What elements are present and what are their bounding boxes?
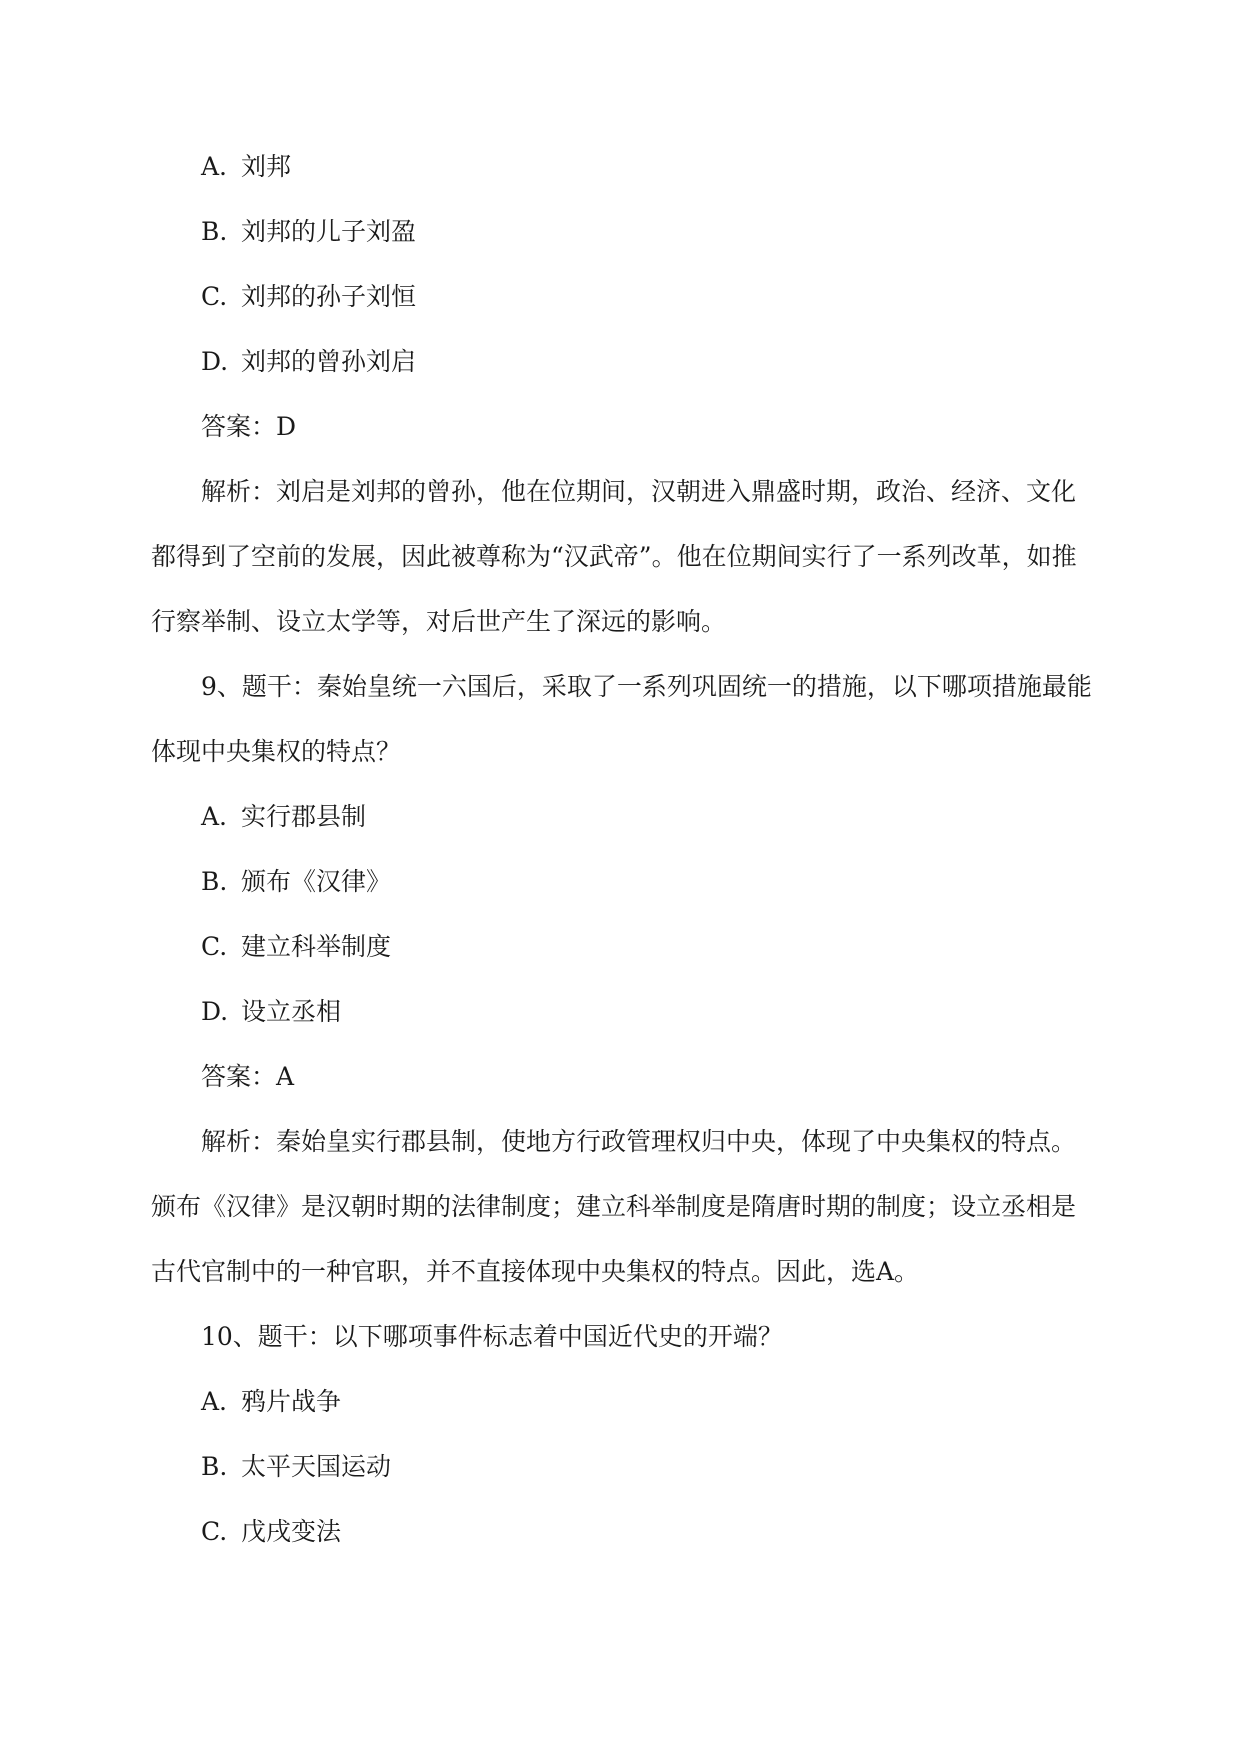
option-text: 刘邦的曾孙刘启 bbox=[241, 347, 417, 376]
option-text: 鸦片战争 bbox=[241, 1387, 342, 1416]
q10-stem: 10、题干：以下哪项事件标志着中国近代史的开端？ bbox=[201, 1322, 783, 1351]
option-letter: C. bbox=[201, 932, 228, 961]
q8-option-a bbox=[151, 134, 1096, 199]
q10-option-b bbox=[151, 1434, 1096, 1499]
q10-option-a bbox=[151, 1369, 1096, 1434]
q9-stem: 9、题干：秦始皇统一六国后，采取了一系列巩固统一的措施，以下哪项措施最能体现中央集权的特点？ bbox=[151, 672, 1092, 766]
q9-answer: 答案：A bbox=[201, 1062, 295, 1091]
option-text: 刘邦的儿子刘盈 bbox=[241, 217, 417, 246]
q8-option-c bbox=[151, 264, 1096, 329]
option-letter: B. bbox=[201, 1452, 228, 1481]
option-text: 刘邦 bbox=[241, 152, 292, 181]
q9-option-b bbox=[151, 849, 1096, 914]
q9-analysis: 解析：秦始皇实行郡县制，使地方行政管理权归中央，体现了中央集权的特点。颁布《汉律》是汉朝时期的法律制度；建立科举制度是隋唐时期的制度；设立丞相是古代官制中的一种官职，并不直接体现中央集权的特点。因此，选A。 bbox=[151, 1127, 1077, 1286]
q8-option-b bbox=[151, 199, 1096, 264]
q9-option-c bbox=[151, 914, 1096, 979]
option-text: 太平天国运动 bbox=[241, 1452, 392, 1481]
option-letter: C. bbox=[201, 282, 228, 311]
q8-analysis: 解析：刘启是刘邦的曾孙，他在位期间，汉朝进入鼎盛时期，政治、经济、文化都得到了空前的发展，因此被尊称为“汉武帝”。他在位期间实行了一系列改革，如推行察举制、设立太学等，对后世产生了深远的影响。 bbox=[151, 477, 1077, 636]
q8-answer: 答案：D bbox=[201, 412, 297, 441]
option-text: 颁布《汉律》 bbox=[241, 867, 392, 896]
option-text: 建立科举制度 bbox=[241, 932, 392, 961]
option-text: 刘邦的孙子刘恒 bbox=[241, 282, 417, 311]
q10-option-c bbox=[151, 1499, 1096, 1564]
option-letter: D. bbox=[201, 347, 229, 376]
option-letter: A. bbox=[201, 152, 228, 181]
option-text: 实行郡县制 bbox=[241, 802, 367, 831]
option-letter: B. bbox=[201, 217, 228, 246]
option-letter: D. bbox=[201, 997, 229, 1026]
page-content bbox=[151, 134, 1096, 1564]
q9-option-a bbox=[151, 784, 1096, 849]
q9-option-d bbox=[151, 979, 1096, 1044]
q8-option-d bbox=[151, 329, 1096, 394]
option-letter: B. bbox=[201, 867, 228, 896]
option-letter: C. bbox=[201, 1517, 228, 1546]
option-text: 戊戌变法 bbox=[241, 1517, 342, 1546]
option-letter: A. bbox=[201, 1387, 228, 1416]
option-letter: A. bbox=[201, 802, 228, 831]
option-text: 设立丞相 bbox=[241, 997, 342, 1026]
